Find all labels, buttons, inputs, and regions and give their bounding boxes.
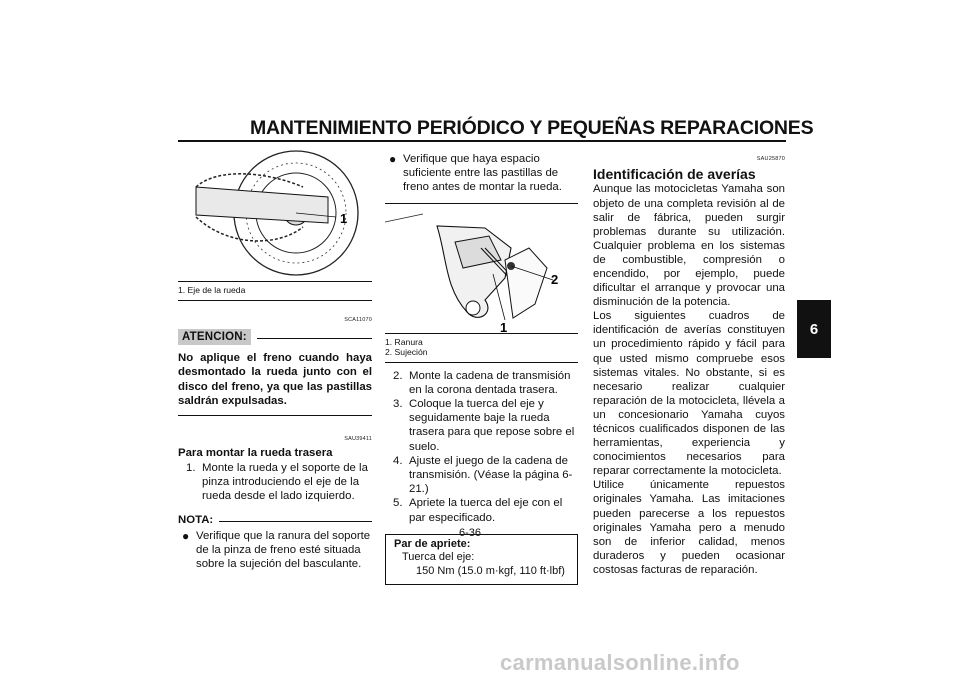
step-3-number: 3. xyxy=(393,398,403,411)
column-3 xyxy=(593,152,785,577)
bullet-dot: ● xyxy=(182,528,190,543)
figure1-caption: 1. Eje de la rueda xyxy=(178,285,246,295)
figure2-callout-1: 1 xyxy=(500,319,508,333)
troubleshooting-heading: Identificación de averías xyxy=(593,166,756,183)
troubleshooting-para-3: Utilice únicamente repuestos originales Yamaha. Las imitaciones pueden parecerse a los repuestos originales Yamaha pero a menudo son de inferior calidad, menos duraderos y pueden ocasionar costosas facturas de reparación. xyxy=(593,479,785,576)
figure-caliper-bracket xyxy=(385,208,578,333)
note-bullet-2-text: Verifique que haya espacio suficiente entre las pastillas de freno antes de montar la rueda. xyxy=(403,153,562,194)
troubleshooting-ref-code: SAU25870 xyxy=(756,156,785,162)
step-2-number: 2. xyxy=(393,369,403,382)
troubleshooting-para-2: Los siguientes cuadros de identificación de averías constituyen un procedimiento rápido y fácil para que usted mismo compruebe esos sistemas vitales. No obstante, si es necesario realizar cualquier reparación de la motocicleta, llévela a un concesionario Yamaha cuyos técnicos cualificados disponen de las herramientas, experiencia y conocimientos necesarios para reparar correctamente la motocicleta. xyxy=(593,310,785,478)
step-3-text: Coloque la tuerca del eje y seguidamente baje la rueda trasera para que repose sobre el suelo. xyxy=(409,398,575,453)
caution-end-rule xyxy=(178,415,372,416)
caution-ref-code: SCA11070 xyxy=(344,316,372,323)
site-watermark[interactable]: carmanualsonline.info xyxy=(500,650,740,675)
title-rule xyxy=(178,140,786,142)
note-label: NOTA: xyxy=(178,513,214,526)
column-2 xyxy=(385,152,578,585)
bullet-dot: ● xyxy=(389,152,397,166)
step-5-number: 5. xyxy=(393,497,403,510)
note-end-rule xyxy=(385,203,578,204)
step-1-text: Monte la rueda y el soporte de la pinza introduciendo el eje de la rueda desde el lado izquierdo. xyxy=(202,461,368,503)
figure2-bottom-rule xyxy=(385,362,578,363)
caution-label: ATENCION: xyxy=(178,329,251,345)
torque-label: Par de apriete: xyxy=(394,537,471,550)
install-ref-code: SAU39411 xyxy=(344,435,372,442)
step-2-text: Monte la cadena de transmisión en la corona dentada trasera. xyxy=(409,369,571,396)
step-4-number: 4. xyxy=(393,454,403,467)
note-heading xyxy=(178,513,372,527)
caution-text: No aplique el freno cuando haya desmontado la rueda junto con el disco del freno, ya que las pastillas saldrán expulsadas. xyxy=(178,351,372,408)
figure1-callout: 1 xyxy=(340,211,348,226)
figure1-bottom-rule xyxy=(178,300,372,301)
step-1 xyxy=(178,461,372,504)
column-1 xyxy=(178,147,372,571)
figure2-caption-2: 2. Sujeción xyxy=(385,347,428,358)
caution-heading-line xyxy=(257,338,372,339)
figure1-caption-rule xyxy=(178,281,372,282)
figure2-caption-rule xyxy=(385,333,578,334)
figure2-callout-2: 2 xyxy=(551,271,559,287)
figure-rear-wheel xyxy=(178,147,372,279)
torque-item: Tuerca del eje: xyxy=(402,551,475,564)
page-number: 6-36 xyxy=(459,527,482,539)
page-title: MANTENIMIENTO PERIÓDICO Y PEQUEÑAS REPARACIONES xyxy=(250,117,814,139)
troubleshooting-para-1: Aunque las motocicletas Yamaha son objeto de una completa revisión al de salir de fábrica, pueden surgir problemas durante su utilización. Cualquier problema en los sistemas de combustible, compresión o encendido, por ejemplo, puede dificultar el arranque y provocar una disminución de la potencia. xyxy=(593,183,785,309)
note-bullet-1-text: Verifique que la ranura del soporte de la pinza de freno esté situada sobre la sujeción del basculante. xyxy=(196,529,371,571)
step-2 xyxy=(385,369,578,397)
caution-heading xyxy=(178,329,372,345)
note-heading-line xyxy=(219,521,372,522)
torque-spec-box xyxy=(385,534,578,585)
chapter-tab[interactable]: 6 xyxy=(797,300,831,358)
step-4 xyxy=(385,454,578,497)
step-5-text: Apriete la tuerca del eje con el par especificado. xyxy=(409,497,563,524)
figure2-caption-1: 1. Ranura xyxy=(385,336,423,347)
note-bullet-2 xyxy=(385,152,578,195)
caliper-bracket-illustration xyxy=(385,208,578,333)
step-5 xyxy=(385,496,578,524)
torque-value: 150 Nm (15.0 m·kgf, 110 ft·lbf) xyxy=(416,564,565,577)
step-3 xyxy=(385,397,578,454)
step-4-text: Ajuste el juego de la cadena de transmisión. (Véase la página 6-21.) xyxy=(409,454,573,496)
step-1-number: 1. xyxy=(186,461,196,474)
install-heading: Para montar la rueda trasera xyxy=(178,446,333,459)
rear-wheel-illustration xyxy=(178,147,372,279)
note-bullet-1 xyxy=(178,529,372,572)
